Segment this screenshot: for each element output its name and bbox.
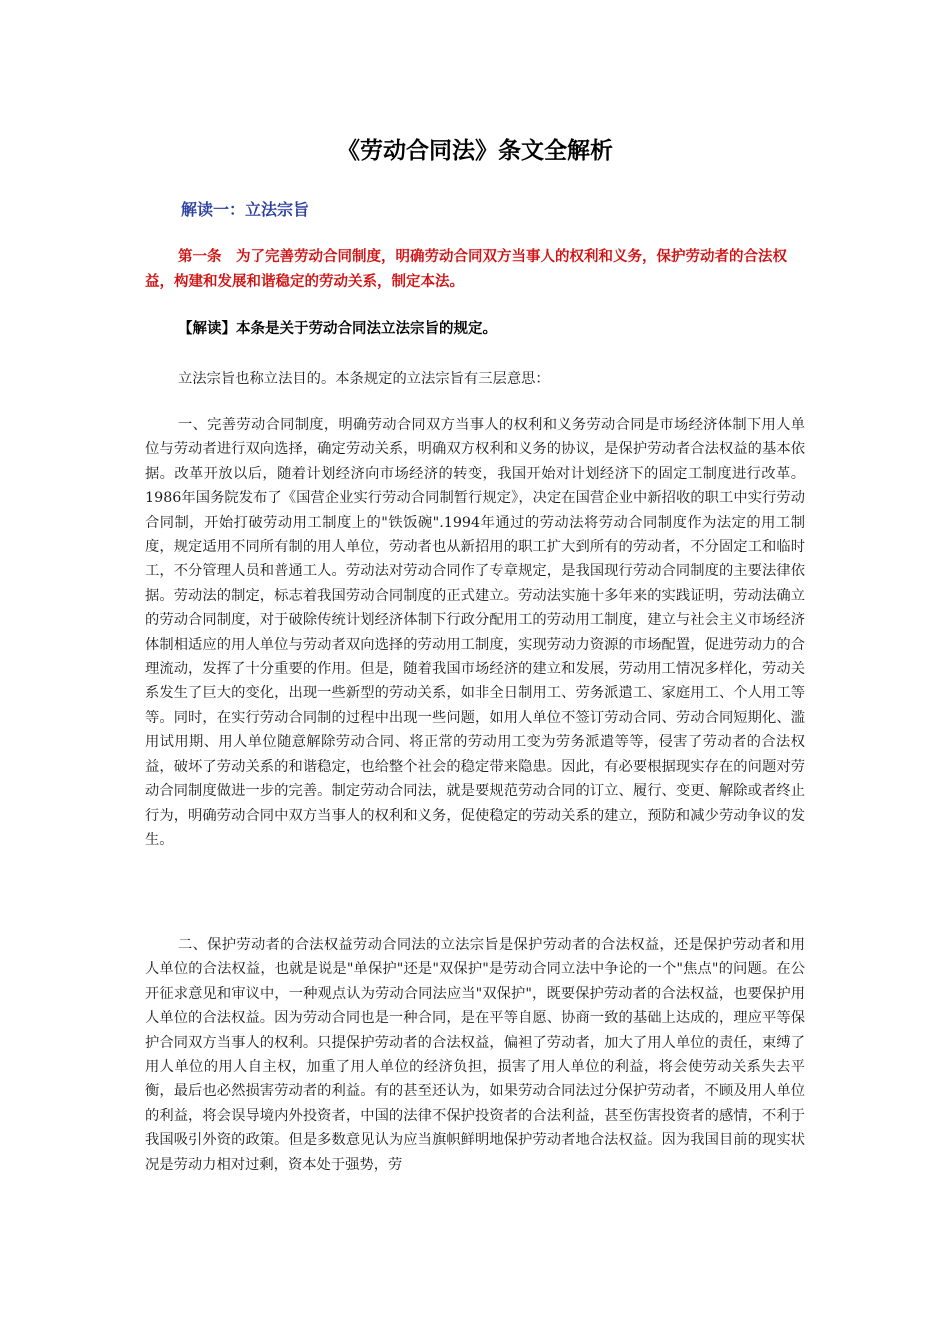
body-paragraph: 二、保护劳动者的合法权益劳动合同法的立法宗旨是保护劳动者的合法权益，还是保护劳动者和用人单位的合法权益，也就是说是"单保护"还是"双保护"是劳动合同立法中争论的一个"焦点"的问题。在公开征求意见和审议中，一种观点认为劳动合同法应当"双保护"，既要保护劳动者的合法权益，也要保护用人单位的合法权益。因为劳动合同也是一种合同，是在平等自愿、协商一致的基础上达成的，理应平等保护合同双方当事人的权利。只提保护劳动者的合法权益，偏袒了劳动者，加大了用人单位的责任，束缚了用人单位的用人自主权，加重了用人单位的经济负担，损害了用人单位的利益，将会使劳动关系失去平衡，最后也必然损害劳动者的利益。有的甚至还认为，如果劳动合同法过分保护劳动者，不顾及用人单位的利益，将会误导境内外投资者，中国的法律不保护投资者的合法利益，甚至伤害投资者的感情，不利于我国吸引外资的政策。但是多数意见认为应当旗帜鲜明地保护劳动者地合法权益。因为我国目前的现实状况是劳动力相对过剩，资本处于强势，劳 [145,937,805,1173]
interpretation-heading: 【解读】本条是关于劳动合同法立法宗旨的规定。 [178,321,497,337]
article-text: 第一条 为了完善劳动合同制度，明确劳动合同双方当事人的权利和义务，保护劳动者的合法权益，构建和发展和谐稳定的劳动关系，制定本法。 [145,249,787,290]
body-paragraph: 一、完善劳动合同制度，明确劳动合同双方当事人的权利和义务劳动合同是市场经济体制下用人单位与劳动者进行双向选择，确定劳动关系，明确双方权利和义务的协议，是保护劳动者合法权益的基本依据。改革开放以后，随着计划经济向市场经济的转变，我国开始对计划经济下的固定工制度进行改革。1986年国务院发布了《国营企业实行劳动合同制暂行规定》，决定在国营企业中新招收的职工中实行劳动合同制，开始打破劳动用工制度上的"铁饭碗".1994年通过的劳动法将劳动合同制度作为法定的用工制度，规定适用不同所有制的用人单位，劳动者也从新招用的职工扩大到所有的劳动者，不分固定工和临时工，不分管理人员和普通工人。劳动法对劳动合同作了专章规定，是我国现行劳动合同制度的主要法律依据。劳动法的制定，标志着我国劳动合同制度的正式建立。劳动法实施十多年来的实践证明，劳动法确立的劳动合同制度，对于破除传统计划经济体制下行政分配用工的劳动用工制度，建立与社会主义市场经济体制相适应的用人单位与劳动者双向选择的劳动用工制度，实现劳动力资源的市场配置，促进劳动力的合理流动，发挥了十分重要的作用。但是，随着我国市场经济的建立和发展，劳动用工情况多样化，劳动关系发生了巨大的变化，出现一些新型的劳动关系，如非全日制用工、劳务派遣工、家庭用工、个人用工等等。同时，在实行劳动合同制的过程中出现一些问题，如用人单位不签订劳动合同、劳动合同短期化、滥用试用期、用人单位随意解除劳动合同、将正常的劳动用工变为劳务派遣等等，侵害了劳动者的合法权益，破坏了劳动关系的和谐稳定，也给整个社会的稳定带来隐患。因此，有必要根据现实存在的问题对劳动合同制度做进一步的完善。制定劳动合同法，就是要规范劳动合同的订立、履行、变更、解除或者终止行为，明确劳动合同中双方当事人的权利和义务，促使稳定的劳动关系的建立，预防和减少劳动争议的发生。 [145,417,805,848]
body-paragraph: 立法宗旨也称立法目的。本条规定的立法宗旨有三层意思： [178,371,550,387]
document-title: 《劳动合同法》条文全解析 [337,138,613,164]
section-heading: 解读一：立法宗旨 [181,200,310,219]
